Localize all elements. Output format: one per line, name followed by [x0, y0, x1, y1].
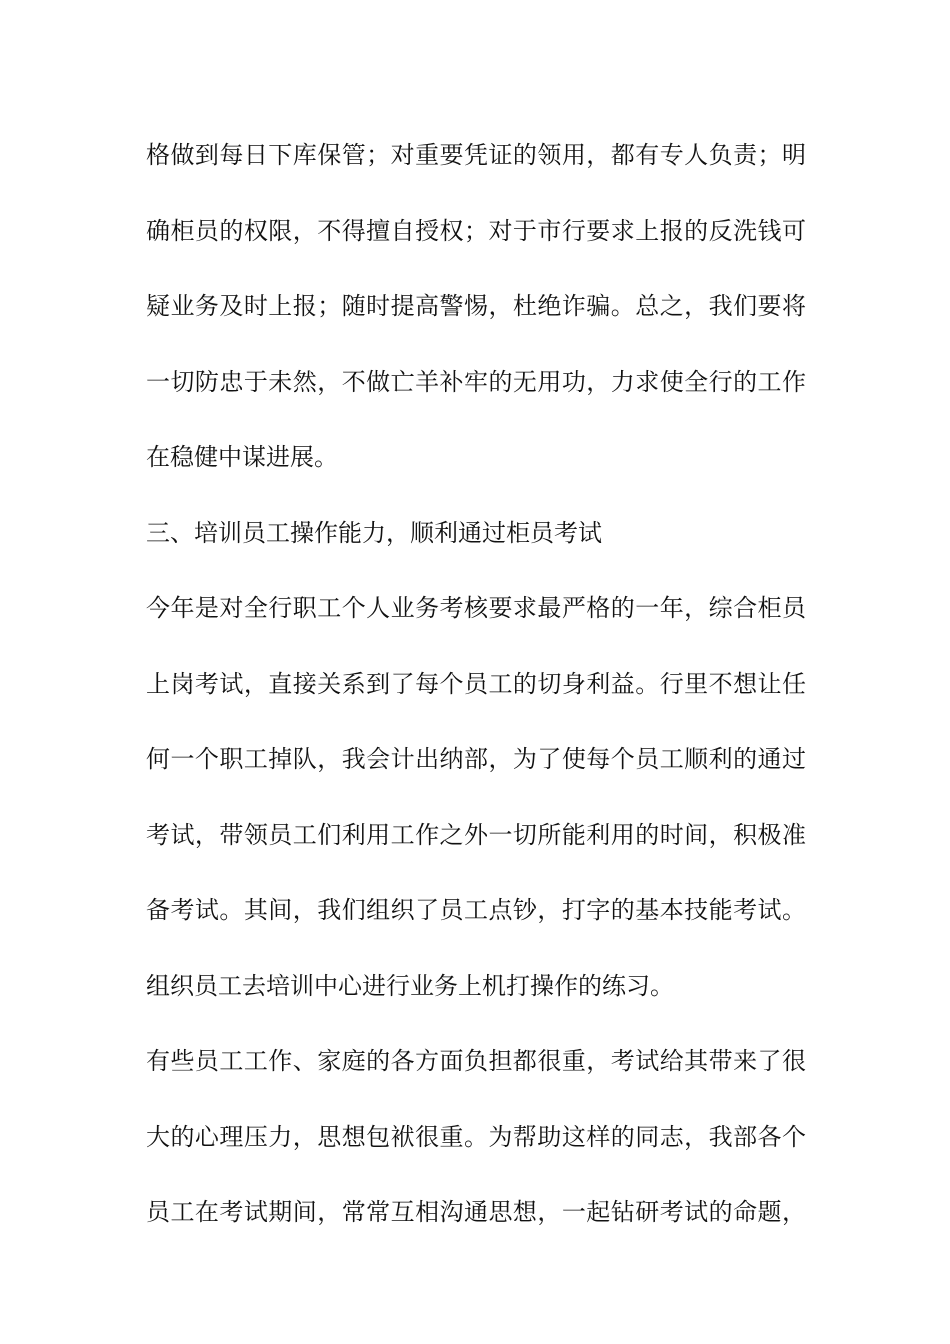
- paragraph-line: 疑业务及时上报；随时提高警惕，杜绝诈骗。总之，我们要将: [146, 292, 806, 320]
- paragraph-line: 今年是对全行职工个人业务考核要求最严格的一年，综合柜员: [146, 594, 806, 622]
- section-heading: 三、培训员工操作能力，顺利通过柜员考试: [146, 518, 602, 547]
- paragraph-line: 何一个职工掉队，我会计出纳部，为了使每个员工顺利的通过: [146, 745, 806, 773]
- paragraph-line: 一切防忠于未然，不做亡羊补牢的无用功，力求使全行的工作: [146, 367, 806, 396]
- paragraph-line: 格做到每日下库保管；对重要凭证的领用，都有专人负责；明: [146, 141, 806, 169]
- paragraph-line: 上岗考试，直接关系到了每个员工的切身利益。行里不想让任: [146, 669, 806, 698]
- document-body: [146, 131, 806, 1264]
- paragraph-line: 确柜员的权限，不得擅自授权；对于市行要求上报的反洗钱可: [146, 216, 806, 245]
- paragraph-line: 备考试。其间，我们组织了员工点钞，打字的基本技能考试。: [146, 896, 806, 924]
- paragraph-line: 大的心理压力，思想包袱很重。为帮助这样的同志，我部各个: [146, 1122, 806, 1151]
- paragraph-line: 考试，带领员工们利用工作之外一切所能利用的时间，积极准: [146, 820, 806, 849]
- paragraph-line: 员工在考试期间，常常互相沟通思想，一起钻研考试的命题，: [146, 1198, 806, 1226]
- paragraph-line: 有些员工工作、家庭的各方面负担都很重，考试给其带来了很: [146, 1047, 806, 1075]
- paragraph-line: 在稳健中谋进展。: [146, 443, 338, 471]
- paragraph-line: 组织员工去培训中心进行业务上机打操作的练习。: [146, 971, 674, 1000]
